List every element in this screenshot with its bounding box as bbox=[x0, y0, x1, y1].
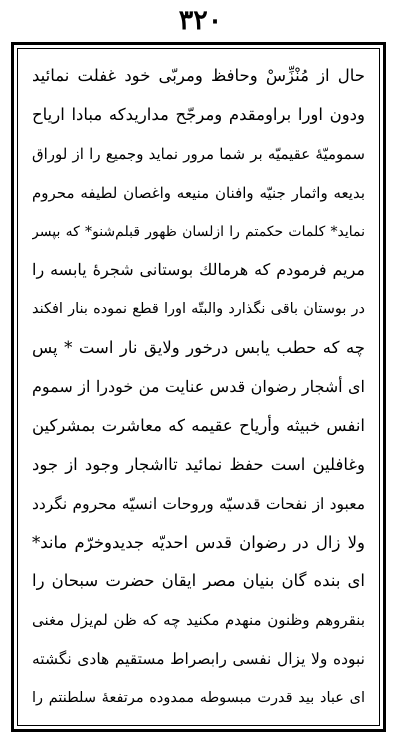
text-line: حال از مُنْزِّسْ وحافظ ومربّی خود غفلت نمائید bbox=[32, 66, 365, 85]
text-line: ودون اورا براومقدم ومرجّح مداریدکه مبادا ارياح bbox=[32, 104, 365, 124]
text-body bbox=[32, 61, 365, 713]
text-line: بدیعه واثمار جنیّه وافنان منیعه واغصان لطیفه محروم bbox=[32, 183, 365, 202]
text-line: نبوده ولا یزال نفسی رابصراط مستقیم هادی نگشته bbox=[32, 650, 365, 669]
text-line: سمومیّهٔ عقیمیّه بر شما مرور نماید وجمیع را از لوراق bbox=[32, 144, 365, 163]
text-line: نماید* کلمات حکمتم را ازلسان ظهور قبلم‌شنو* که بپسر bbox=[32, 223, 365, 240]
text-line: بنقروهم وظنون منهدم مکنید چه که ظن لم‌یزل مغنی bbox=[32, 611, 365, 630]
inner-frame-border bbox=[17, 48, 380, 726]
text-line: معبود از نفحات قدسیّه وروحات انسیّه محروم نگردد bbox=[32, 494, 365, 513]
text-line: انفس خبیثه وأرياح عقیمه که معاشرت بمشرکین bbox=[32, 415, 365, 435]
text-line: چه که حطب یابس درخور ولایق نار است * پس bbox=[32, 338, 365, 358]
text-line: ای بنده گان بنیان مصر ایقان حضرت سبحان را bbox=[32, 571, 365, 591]
text-line: ای أشجار رضوان قدس عنایت من خودرا از سموم bbox=[32, 377, 365, 396]
text-line: ولا زال در رضوان قدس احدیّه جدیدوخرّم ماند* bbox=[32, 532, 365, 552]
text-line: در بوستان باقی نگذارد والبتّه اورا قطع نموده بنار افکند bbox=[32, 301, 365, 318]
text-line: وغافلین است حفظ نمائید تااشجار وجود از جود bbox=[32, 454, 365, 474]
page-number: ۳۲۰ bbox=[178, 5, 223, 36]
text-line: مریم فرمودم که هرمالك بوستانی شجرهٔ یابسه را bbox=[32, 260, 365, 280]
text-line: ای عباد بید قدرت مبسوطه ممدوده مرتفعهٔ سلطنتم را bbox=[32, 690, 365, 706]
text-frame bbox=[11, 42, 386, 732]
